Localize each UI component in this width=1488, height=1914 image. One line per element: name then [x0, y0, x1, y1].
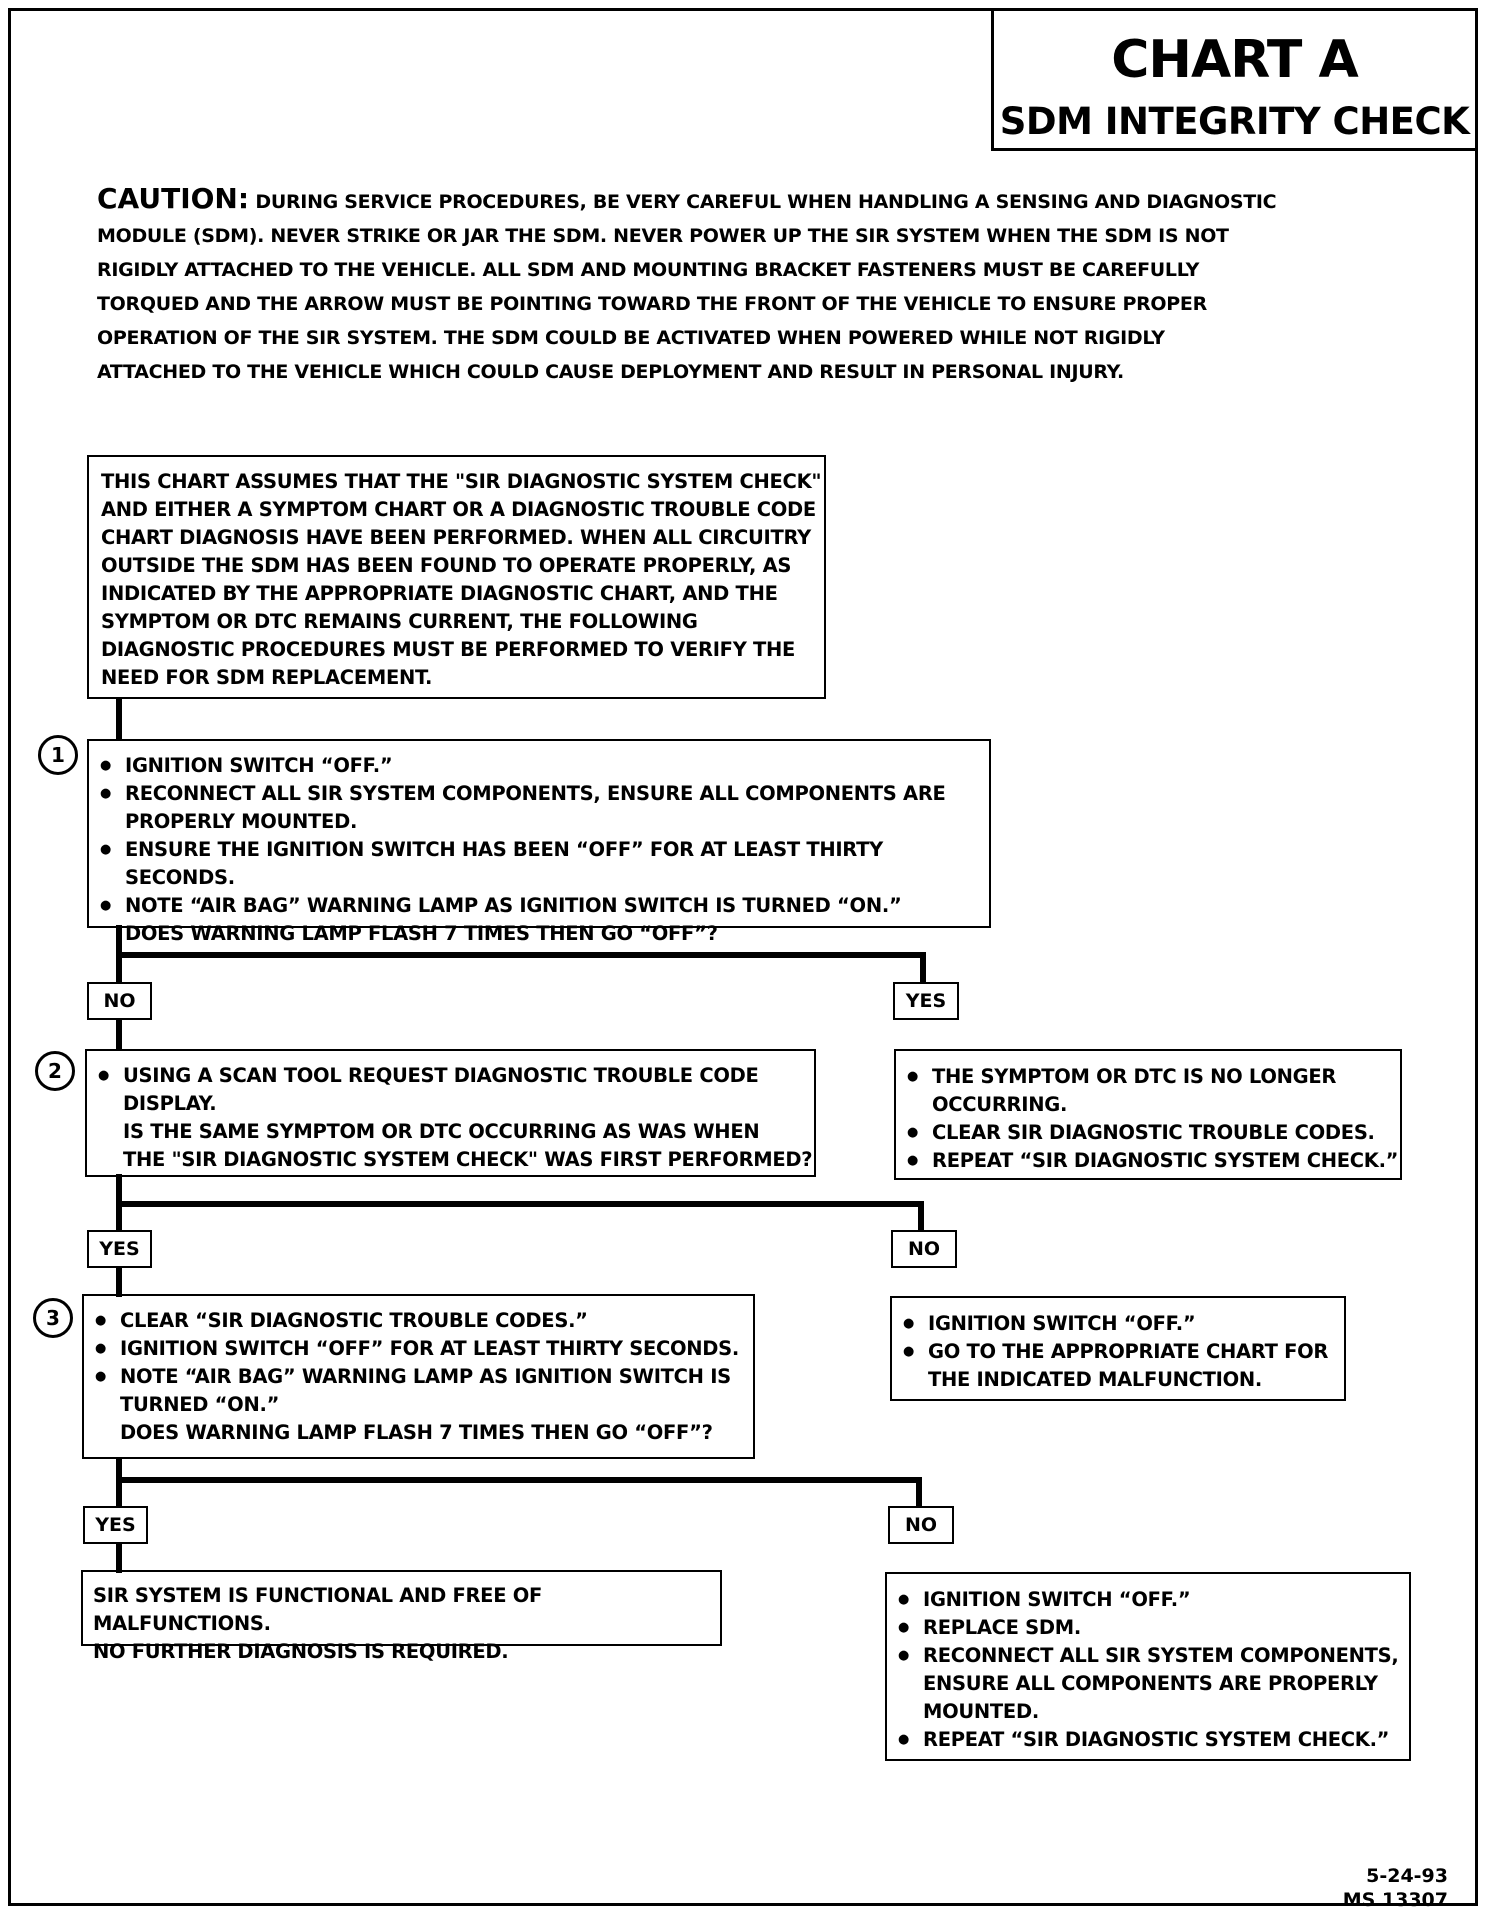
footer-reference — [1343, 1864, 1448, 1912]
step-1-question: DOES WARNING LAMP FLASH 7 TIMES THEN GO “OFF”? — [125, 922, 718, 945]
result-item: ● THE SYMPTOM OR DTC IS NO LONGER — [896, 1063, 1400, 1091]
step-2-question: IS THE SAME SYMPTOM OR DTC OCCURRING AS WAS WHEN — [123, 1120, 760, 1143]
caution-label: CAUTION: — [97, 182, 250, 215]
intro-line: THIS CHART ASSUMES THAT THE "SIR DIAGNOSTIC SYSTEM CHECK" — [101, 470, 822, 493]
step-3-yes-label: YES — [83, 1506, 148, 1544]
connector-step1-yes — [119, 955, 923, 985]
result-item: ● GO TO THE APPROPRIATE CHART FOR — [892, 1338, 1344, 1366]
step-2-item: ● USING A SCAN TOOL REQUEST DIAGNOSTIC TROUBLE CODE — [87, 1062, 814, 1090]
result-item: ● REPEAT “SIR DIAGNOSTIC SYSTEM CHECK.” — [887, 1726, 1409, 1754]
intro-box — [87, 455, 826, 699]
result-item-continued: ENSURE ALL COMPONENTS ARE PROPERLY — [923, 1672, 1378, 1695]
result-line: NO FURTHER DIAGNOSIS IS REQUIRED. — [93, 1640, 509, 1663]
step-1-item: ● NOTE “AIR BAG” WARNING LAMP AS IGNITION SWITCH IS TURNED “ON.” — [89, 892, 989, 920]
step-1-item: ● ENSURE THE IGNITION SWITCH HAS BEEN “OFF” FOR AT LEAST THIRTY SECONDS. — [89, 836, 989, 892]
intro-line: INDICATED BY THE APPROPRIATE DIAGNOSTIC CHART, AND THE — [101, 582, 778, 605]
footer-code: MS 13307 — [1342, 1889, 1448, 1911]
result-item: ● REPEAT “SIR DIAGNOSTIC SYSTEM CHECK.” — [896, 1147, 1400, 1175]
result-item: ● RECONNECT ALL SIR SYSTEM COMPONENTS, — [887, 1642, 1409, 1670]
step-1-box — [87, 739, 991, 945]
step-3-item: ● IGNITION SWITCH “OFF” FOR AT LEAST THIRTY SECONDS. — [84, 1335, 753, 1363]
step-2-yes-label: YES — [87, 1230, 152, 1268]
step-2-item-continued: DISPLAY. — [123, 1092, 217, 1115]
chart-subtitle: SDM INTEGRITY CHECK — [999, 100, 1470, 143]
step-3-question: DOES WARNING LAMP FLASH 7 TIMES THEN GO “OFF”? — [120, 1421, 713, 1444]
step-3-marker: 3 — [33, 1298, 73, 1338]
step-3-no-result-box — [885, 1572, 1411, 1761]
intro-line: OUTSIDE THE SDM HAS BEEN FOUND TO OPERATE PROPERLY, AS — [101, 554, 792, 577]
caution-line: DURING SERVICE PROCEDURES, BE VERY CAREFUL WHEN HANDLING A SENSING AND DIAGNOSTIC — [255, 191, 1277, 213]
result-item: ● REPLACE SDM. — [887, 1614, 1409, 1642]
caution-line: MODULE (SDM). NEVER STRIKE OR JAR THE SDM. NEVER POWER UP THE SIR SYSTEM WHEN THE SDM IS NOT — [97, 225, 1229, 247]
result-item: ● CLEAR SIR DIAGNOSTIC TROUBLE CODES. — [896, 1119, 1400, 1147]
chart-title: CHART A — [1111, 30, 1358, 90]
caution-line: TORQUED AND THE ARROW MUST BE POINTING TOWARD THE FRONT OF THE VEHICLE TO ENSURE PROPER — [97, 293, 1207, 315]
connector-step2-no — [119, 1204, 921, 1232]
result-item-continued: MOUNTED. — [923, 1700, 1039, 1723]
intro-line: AND EITHER A SYMPTOM CHART OR A DIAGNOSTIC TROUBLE CODE — [101, 498, 816, 521]
step-1-marker: 1 — [38, 735, 78, 775]
result-line: SIR SYSTEM IS FUNCTIONAL AND FREE OF MALFUNCTIONS. — [93, 1584, 543, 1635]
step-3-yes-result-box — [81, 1570, 722, 1663]
intro-line: NEED FOR SDM REPLACEMENT. — [101, 666, 433, 689]
step-2-no-label: NO — [891, 1230, 957, 1268]
step-2-marker: 2 — [35, 1051, 75, 1091]
step-1-yes-label: YES — [893, 982, 959, 1020]
step-3-item: ● NOTE “AIR BAG” WARNING LAMP AS IGNITION SWITCH IS — [84, 1363, 753, 1391]
caution-line: RIGIDLY ATTACHED TO THE VEHICLE. ALL SDM AND MOUNTING BRACKET FASTENERS MUST BE CAREFULLY — [97, 259, 1200, 281]
result-item-continued: THE INDICATED MALFUNCTION. — [928, 1368, 1263, 1391]
step-1-item: ● RECONNECT ALL SIR SYSTEM COMPONENTS, ENSURE ALL COMPONENTS ARE — [89, 780, 989, 808]
footer-date: 5-24-93 — [1366, 1865, 1448, 1887]
step-1-no-label: NO — [87, 982, 152, 1020]
step-2-box — [85, 1049, 816, 1177]
result-item: ● IGNITION SWITCH “OFF.” — [892, 1310, 1344, 1338]
intro-line: SYMPTOM OR DTC REMAINS CURRENT, THE FOLLOWING — [101, 610, 698, 633]
step-2-question: THE "SIR DIAGNOSTIC SYSTEM CHECK" WAS FIRST PERFORMED? — [123, 1148, 813, 1171]
step-2-no-result-box — [890, 1296, 1346, 1401]
result-item-continued: OCCURRING. — [932, 1093, 1068, 1116]
step-3-no-label: NO — [888, 1506, 954, 1544]
step-3-box — [82, 1294, 755, 1459]
intro-line: DIAGNOSTIC PROCEDURES MUST BE PERFORMED TO VERIFY THE — [101, 638, 796, 661]
intro-line: CHART DIAGNOSIS HAVE BEEN PERFORMED. WHEN ALL CIRCUITRY — [101, 526, 811, 549]
caution-line: ATTACHED TO THE VEHICLE WHICH COULD CAUSE DEPLOYMENT AND RESULT IN PERSONAL INJURY. — [97, 361, 1124, 383]
step-3-item: ● CLEAR “SIR DIAGNOSTIC TROUBLE CODES.” — [84, 1307, 753, 1335]
step-1-yes-result-box — [894, 1049, 1402, 1180]
result-item: ● IGNITION SWITCH “OFF.” — [887, 1586, 1409, 1614]
step-3-item-continued: TURNED “ON.” — [120, 1393, 280, 1416]
connector-step3-no — [119, 1480, 919, 1508]
step-1-item-continued: PROPERLY MOUNTED. — [125, 810, 358, 833]
caution-line: OPERATION OF THE SIR SYSTEM. THE SDM COULD BE ACTIVATED WHEN POWERED WHILE NOT RIGIDLY — [97, 327, 1165, 349]
step-1-item: ● IGNITION SWITCH “OFF.” — [89, 752, 989, 780]
